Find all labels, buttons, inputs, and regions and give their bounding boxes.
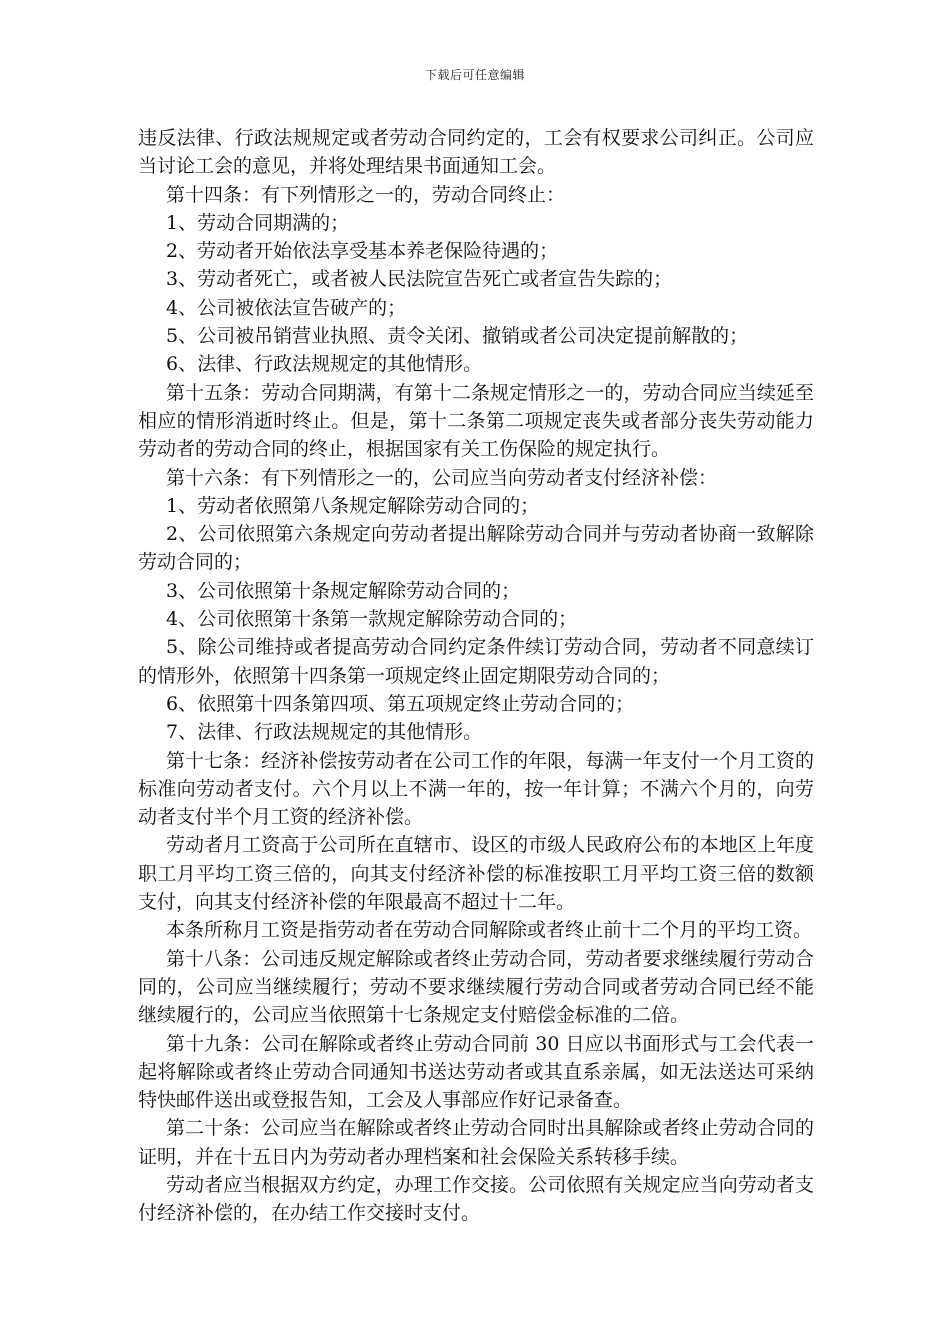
list-item: 1、劳动合同期满的； <box>166 211 350 234</box>
article-heading-16: 第十六条：有下列情形之一的，公司应当向劳动者支付经济补偿： <box>166 466 718 489</box>
list-item: 4、公司依照第十条第一款规定解除劳动合同的； <box>166 608 578 631</box>
article-18: 第十八条：公司违反规定解除或者终止劳动合同，劳动者要求继续履行劳动合同的，公司应当继续履行；劳动不要求继续履行劳动合同或者劳动合同已经不能继续履行的，公司应当依照第十七条规定支付赔偿金标准的二倍。 <box>138 947 814 1027</box>
document-body <box>138 124 814 1228</box>
list-item: 6、依照第十四条第四项、第五项规定终止劳动合同的； <box>166 692 635 715</box>
list-item: 1、劳动者依照第八条规定解除劳动合同的； <box>166 494 540 517</box>
article-17: 第十七条：经济补偿按劳动者在公司工作的年限，每满一年支付一个月工资的标准向劳动者支付。六个月以上不满一年的，按一年计算；不满六个月的，向劳动者支付半个月工资的经济补偿。 <box>138 749 814 829</box>
paragraph: 本条所称月工资是指劳动者在劳动合同解除或者终止前十二个月的平均工资。 <box>166 919 813 942</box>
article-15: 第十五条：劳动合同期满，有第十二条规定情形之一的，劳动合同应当续延至相应的情形消逝时终止。但是，第十二条第二项规定丧失或者部分丧失劳动能力劳动者的劳动合同的终止，根据国家有关工伤保险的规定执行。 <box>138 381 814 461</box>
list-item: 4、公司被依法宣告破产的； <box>166 296 407 319</box>
paragraph: 劳动者应当根据双方约定，办理工作交接。公司依照有关规定应当向劳动者支付经济补偿的，在办结工作交接时支付。 <box>138 1173 814 1225</box>
list-item: 2、劳动者开始依法享受基本养老保险待遇的； <box>166 240 559 263</box>
list-item: 3、公司依照第十条规定解除劳动合同的； <box>166 579 521 602</box>
article-19: 第十九条：公司在解除或者终止劳动合同前 30 日应以书面形式与工会代表一起将解除或者终止劳动合同通知书送达劳动者或其直系亲属，如无法送达可采纳特快邮件送出或登报告知，工会及人事部应作好记录备查。 <box>138 1032 814 1112</box>
list-item: 5、除公司维持或者提高劳动合同约定条件续订劳动合同，劳动者不同意续订的情形外，依照第十四条第一项规定终止固定期限劳动合同的； <box>138 636 814 687</box>
list-item: 6、法律、行政法规规定的其他情形。 <box>166 353 483 376</box>
list-item: 5、公司被吊销营业执照、责令关闭、撤销或者公司决定提前解散的； <box>166 325 749 348</box>
article-20: 第二十条：公司应当在解除或者终止劳动合同时出具解除或者终止劳动合同的证明，并在十五日内为劳动者办理档案和社会保险关系转移手续。 <box>138 1117 814 1168</box>
page-header: 下载后可任意编辑 <box>424 68 525 82</box>
list-item: 2、公司依照第六条规定向劳动者提出解除劳动合同并与劳动者协商一致解除劳动合同的； <box>138 523 814 574</box>
article-heading-14: 第十四条：有下列情形之一的，劳动合同终止： <box>166 183 566 206</box>
paragraph: 劳动者月工资高于公司所在直辖市、设区的市级人民政府公布的本地区上年度职工月平均工资三倍的，向其支付经济补偿的标准按职工月平均工资三倍的数额支付，向其支付经济补偿的年限最高不超过十二年。 <box>138 834 814 914</box>
list-item: 7、法律、行政法规规定的其他情形。 <box>166 721 483 744</box>
list-item: 3、劳动者死亡，或者被人民法院宣告死亡或者宣告失踪的； <box>166 268 673 291</box>
paragraph: 违反法律、行政法规规定或者劳动合同约定的，工会有权要求公司纠正。公司应当讨论工会的意见，并将处理结果书面通知工会。 <box>138 127 814 178</box>
